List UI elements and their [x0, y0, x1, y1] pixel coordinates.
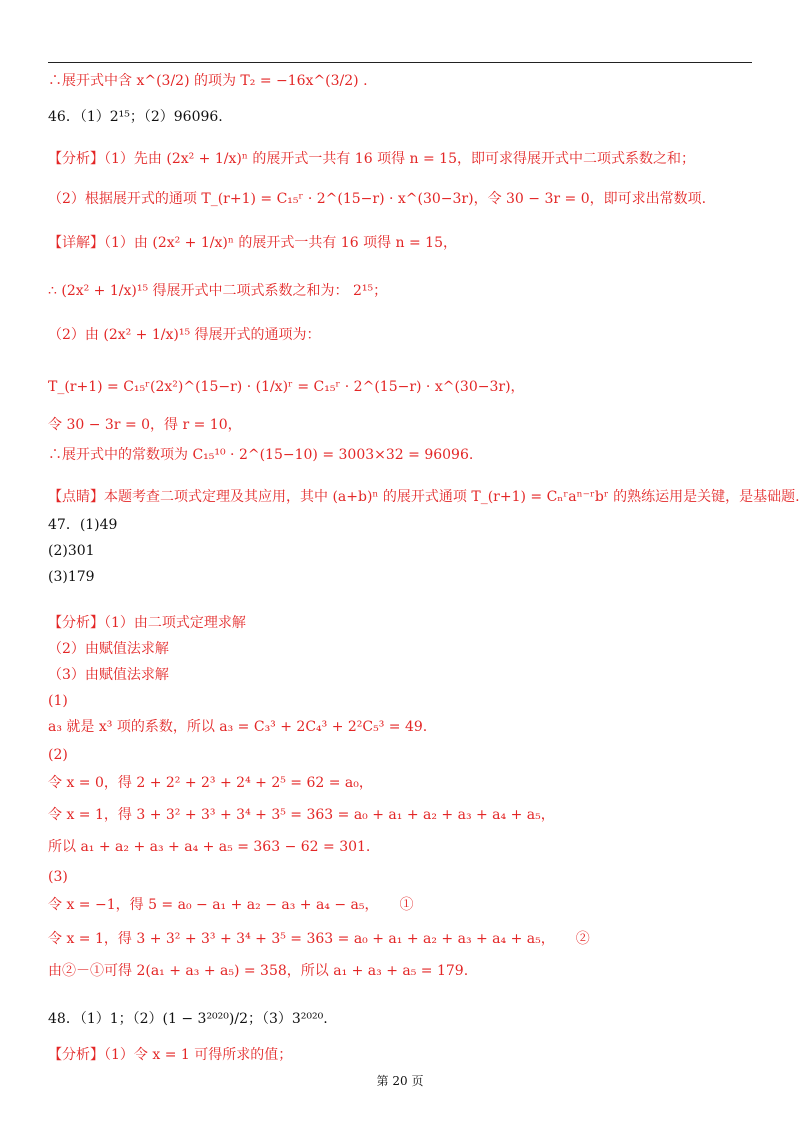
text-line: ∴展开式中含 x^(3/2) 的项为 T₂ = −16x^(3/2) .	[48, 73, 368, 89]
text-line: 令 x = 1，得 3 + 3² + 3³ + 3⁴ + 3⁵ = 363 = a₀ + a₁ + a₂ + a₃ + a₄ + a₅，	[48, 807, 555, 823]
text-line: 47．(1)49	[48, 517, 118, 533]
text-line: 【分析】（1）令 x = 1 可得所求的值；	[48, 1047, 293, 1063]
text-line: (2)	[48, 747, 68, 763]
text-line: （2）由 (2x² + 1/x)¹⁵ 得展开式的通项为：	[48, 327, 321, 343]
text-line: 令 x = 1，得 3 + 3² + 3³ + 3⁴ + 3⁵ = 363 = a₀ + a₁ + a₂ + a₃ + a₄ + a₅， ②	[48, 931, 590, 947]
text-line: (3)179	[48, 569, 95, 585]
text-line: 令 30 − 3r = 0，得 r = 10，	[48, 417, 242, 433]
text-line: T_(r+1) = C₁₅ʳ(2x²)^(15−r) · (1/x)ʳ = C₁₅ʳ · 2^(15−r) · x^(30−3r)，	[48, 379, 525, 395]
text-line: 【分析】（1）先由 (2x² + 1/x)ⁿ 的展开式一共有 16 项得 n = 15，即可求得展开式中二项式系数之和；	[48, 151, 695, 167]
text-line: 【详解】（1）由 (2x² + 1/x)ⁿ 的展开式一共有 16 项得 n = 15，	[48, 235, 457, 251]
text-line: a₃ 就是 x³ 项的系数，所以 a₃ = C₃³ + 2C₄³ + 2²C₅³ = 49.	[48, 719, 428, 735]
text-line: 46．（1）2¹⁵；（2）96096.	[48, 109, 223, 125]
text-line: (1)	[48, 693, 68, 709]
text-line: (2)301	[48, 543, 95, 559]
text-line: （2）由赋值法求解	[48, 641, 169, 657]
text-line: ∴展开式中的常数项为 C₁₅¹⁰ · 2^(15−10) = 3003×32 = 96096.	[48, 447, 474, 463]
text-line: （3）由赋值法求解	[48, 667, 169, 683]
text-line: 所以 a₁ + a₂ + a₃ + a₄ + a₅ = 363 − 62 = 301.	[48, 839, 371, 855]
text-line: ∴ (2x² + 1/x)¹⁵ 得展开式中二项式系数之和为： 2¹⁵；	[48, 283, 388, 299]
text-line: 令 x = −1，得 5 = a₀ − a₁ + a₂ − a₃ + a₄ − a₅， ①	[48, 897, 414, 913]
text-line: (3)	[48, 869, 68, 885]
text-line: 【分析】（1）由二项式定理求解	[48, 615, 246, 631]
text-line: 48．（1）1；（2）(1 − 3²⁰²⁰)/2；（3）3²⁰²⁰.	[48, 1011, 328, 1027]
text-line: 【点睛】本题考查二项式定理及其应用，其中 (a+b)ⁿ 的展开式通项 T_(r+1) = Cₙʳaⁿ⁻ʳbʳ 的熟练运用是关键，是基础题.	[48, 489, 800, 505]
header-rule	[48, 62, 752, 63]
text-line: （2）根据展开式的通项 T_(r+1) = C₁₅ʳ · 2^(15−r) · x^(30−3r)，令 30 − 3r = 0，即可求出常数项.	[48, 191, 707, 207]
text-line: 由②－①可得 2(a₁ + a₃ + a₅) = 358，所以 a₁ + a₃ + a₅ = 179.	[48, 963, 469, 979]
text-line: 令 x = 0，得 2 + 2² + 2³ + 2⁴ + 2⁵ = 62 = a₀，	[48, 775, 373, 791]
page-number: 第 20 页	[376, 1074, 424, 1088]
